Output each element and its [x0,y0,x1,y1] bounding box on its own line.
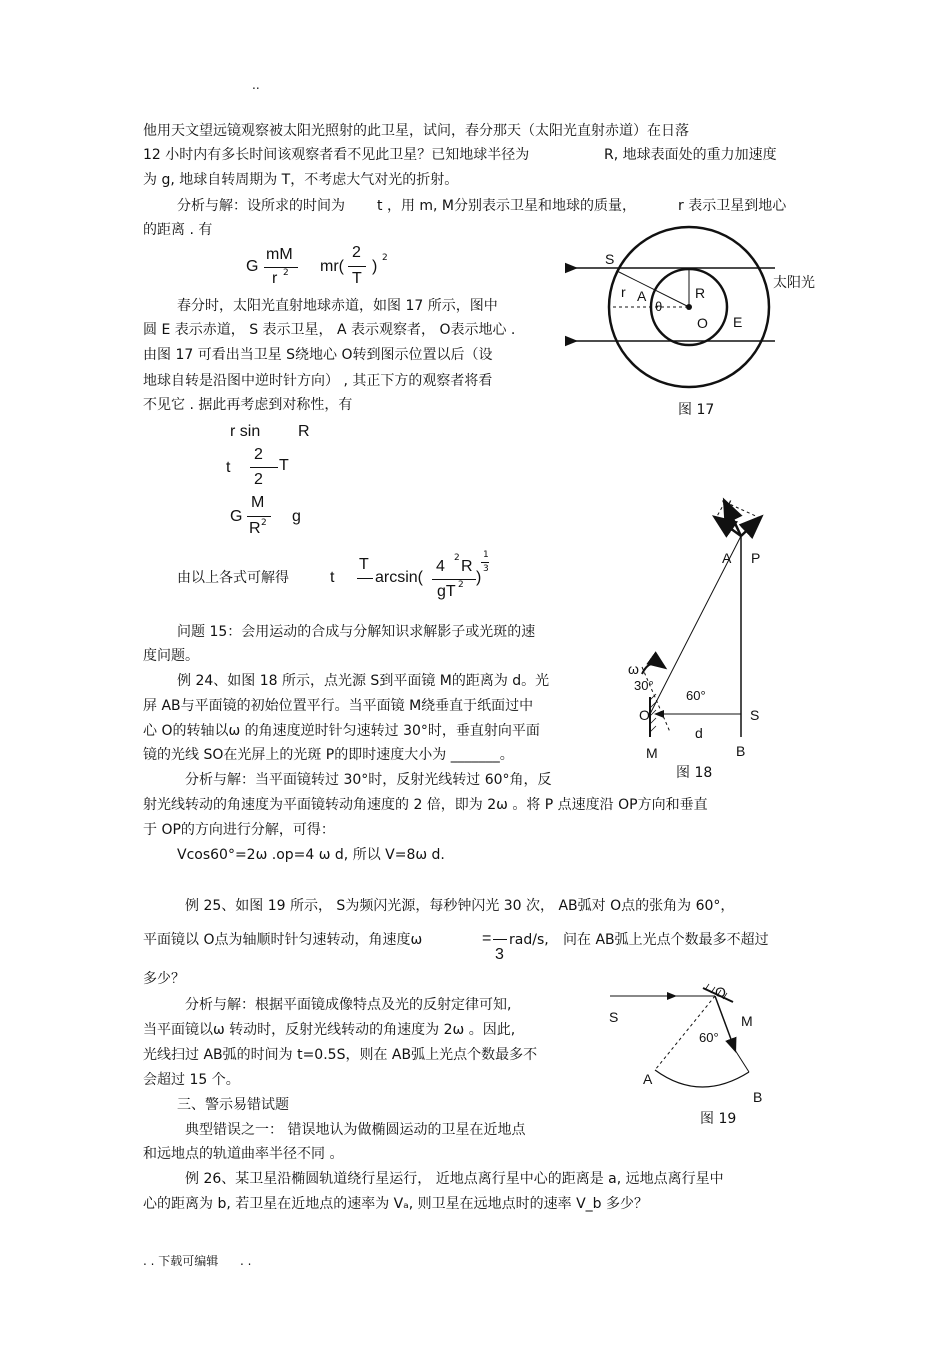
label-E: E [733,314,743,330]
radius-r-line [617,271,689,307]
text-line: 典型错误之一： 错误地认为做椭圆运动的卫星在近地点 [185,1122,526,1138]
label-S: S [609,1009,619,1025]
formula-denominator: T [352,270,362,287]
label-angle-60: 60° [699,1030,719,1045]
text-line: 春分时，太阳光直射地球赤道，如图 17 所示，图中 [177,298,498,314]
formula-symbol: G [230,508,243,525]
formula-superscript: 2 [458,580,464,590]
text-line: rad/s, [509,932,549,948]
formula-denominator: gT [437,583,456,600]
formula-superscript: 2 [454,553,460,563]
text-line: 当平面镜以ω 转动时，反射光线转动的角速度为 2ω 。因此, [143,1022,516,1038]
label-S: S [605,251,615,267]
fraction-bar [493,939,507,940]
label-A: A [637,288,647,304]
text-line: 他用天文望远镜观察被太阳光照射的此卫星，试问，春分那天（太阳光直射赤道）在日落 [143,123,689,139]
label-angle-30: 30° [634,678,654,693]
reflected-ray-end [735,1050,749,1072]
text-line: 射光线转动的角速度为平面镜转动角速度的 2 倍，即为 2ω 。将 P 点速度沿 OP方向和垂直 [143,797,708,813]
formula-numerator: 2 [254,446,263,463]
text-line: r 表示卫星到地心 [678,198,787,214]
text-line: 心 O的转轴以ω 的角速度逆时针匀速转过 30°时，垂直射向平面 [143,723,540,739]
label-A: A [643,1071,653,1087]
fraction-bar [264,267,298,268]
label-M: M [741,1013,753,1029]
formula-symbol: arcsin( [375,569,424,586]
formula-denominator: R [249,520,261,537]
label-r: r [621,284,626,300]
figure-18-caption: 图 18 [676,765,713,781]
section-heading: 三、警示易错试题 [177,1097,289,1113]
figure-17 [565,225,825,425]
header-mark: .. [252,78,260,92]
fraction-bar [432,579,476,580]
text-line: 12 小时内有多长时间该观察者看不见此卫星？已知地球半径为 [143,147,530,163]
label-V: V [722,497,732,513]
text-line: 心的距离为 b, 若卫星在近地点的速率为 Vₐ, 则卫星在远地点时的速率 V_b 多少？ [143,1196,649,1212]
label-P: P [751,550,761,566]
label-O: O [639,707,650,723]
text-line: 地球自转是沿图中逆时针方向） , 其正下方的观察者将看 [143,373,493,389]
text-line: 问题 15：会用运动的合成与分解知识求解影子或光斑的速 [177,624,536,640]
formula-symbol: ) [372,258,378,275]
arc-AB [655,1070,749,1087]
formula-symbol: t [330,569,335,586]
formula-denominator: 3 [495,946,504,963]
fraction-bar [348,266,366,267]
fraction-bar [250,467,278,468]
label-angle-60: 60° [686,688,706,703]
label-S: S [750,707,760,723]
text-line: 度问题。 [143,648,199,664]
formula-symbol: t [226,459,231,476]
formula-numerator: mM [266,246,293,263]
formula-symbol: r sin [230,423,261,440]
text-line: 不见它 . 据此再考虑到对称性，有 [143,397,353,413]
label-R: R [695,285,706,301]
label-omega: ω [628,661,639,677]
text-line: Vcos60°=2ω .op=4 ω d, 所以 V=8ω d. [177,847,445,863]
text-line: t ，用 m, M分别表示卫星和地球的质量， [377,198,637,214]
rotation-arrow [642,663,664,674]
formula-denominator: r [272,270,278,287]
formula-coefficient: 4 [436,558,445,575]
formula-numerator: M [251,494,265,511]
footer-left: . . 下载可编辑 [143,1254,219,1268]
label-B: B [736,743,746,759]
fraction-bar [247,516,271,517]
formula-denominator: 2 [254,471,263,488]
label-O: O [715,984,726,1000]
text-line: 镜的光线 SO在光屏上的光斑 P的即时速度大小为 _______。 [143,747,514,763]
formula-symbol: ) [476,569,482,586]
formula-numerator: 2 [352,244,361,261]
formula-superscript: 2 [283,268,289,278]
formula-superscript: 2 [261,518,267,528]
formula-symbol: mr( [320,258,344,275]
formula-numerator: T [359,556,369,573]
text-line: 为 g, 地球自转周期为 T，不考虑大气对光的折射。 [143,172,459,188]
text-line: 多少？ [143,971,185,987]
formula-symbol: G [246,258,259,275]
figure-18 [620,492,780,772]
text-line: 分析与解：设所求的时间为 [177,198,345,214]
text-line: 由以上各式可解得 [177,570,289,586]
text-line: 由图 17 可看出当卫星 S绕地心 O转到图示位置以后（设 [143,347,493,363]
formula-symbol: g [292,508,301,525]
label-O: O [697,315,708,331]
text-line: 圆 E 表示赤道， S 表示卫星， A 表示观察者， O表示地心 . [143,322,516,338]
text-line: R, 地球表面处的重力加速度 [604,147,777,163]
label-sunlight: 太阳光 [773,274,815,290]
formula-symbol: T [279,457,289,474]
text-line: 平面镜以 O点为轴顺时针匀速转动，角速度ω [143,932,423,948]
text-line: 问在 AB弧上光点个数最多不超过 [563,932,769,948]
label-A: A [722,550,732,566]
text-line: 和远地点的轨道曲率半径不同 。 [143,1146,344,1162]
velocity-perpendicular [741,518,760,536]
label-d: d [695,725,703,741]
fraction-bar [481,562,489,563]
text-line: 例 25、如图 19 所示， S为频闪光源，每秒钟闪光 30 次， AB弧对 O点的张角为 60°， [185,898,735,914]
text-line: 光线扫过 AB弧的时间为 t=0.5S，则在 AB弧上光点个数最多不 [143,1047,538,1063]
text-line: 的距离 . 有 [143,222,213,238]
footer-right: . . [240,1254,252,1268]
text-line: 于 OP的方向进行分解，可得： [143,822,335,838]
figure-19-caption: 图 19 [700,1111,737,1127]
text-line: 分析与解：当平面镜转过 30°时，反射光线转过 60°角，反 [185,772,552,788]
formula-symbol: R [298,423,310,440]
fraction-bar [357,578,373,579]
formula-numerator: R [461,558,473,575]
label-B: B [753,1089,763,1105]
text-line: 例 24、如图 18 所示，点光源 S到平面镜 M的距离为 d。光 [177,673,550,689]
text-line: 例 26、某卫星沿椭圆轨道绕行星运行， 近地点离行星中心的距离是 a, 远地点离行星中 [185,1171,724,1187]
figure-19 [605,978,775,1108]
label-M: M [646,745,658,761]
label-theta: θ [655,299,663,314]
text-line: 分析与解：根据平面镜成像特点及光的反射定律可知, [185,997,512,1013]
formula-exponent-numerator: 1 [483,550,489,560]
formula-exponent-denominator: 3 [483,564,489,574]
earth-center-dot [686,304,692,310]
text-line: 会超过 15 个。 [143,1072,240,1088]
formula-superscript: 2 [382,253,388,263]
figure-17-caption: 图 17 [678,402,715,418]
formula-symbol: = [482,930,492,947]
text-line: 屏 AB与平面镜的初始位置平行。当平面镜 M绕垂直于纸面过中 [143,698,534,714]
